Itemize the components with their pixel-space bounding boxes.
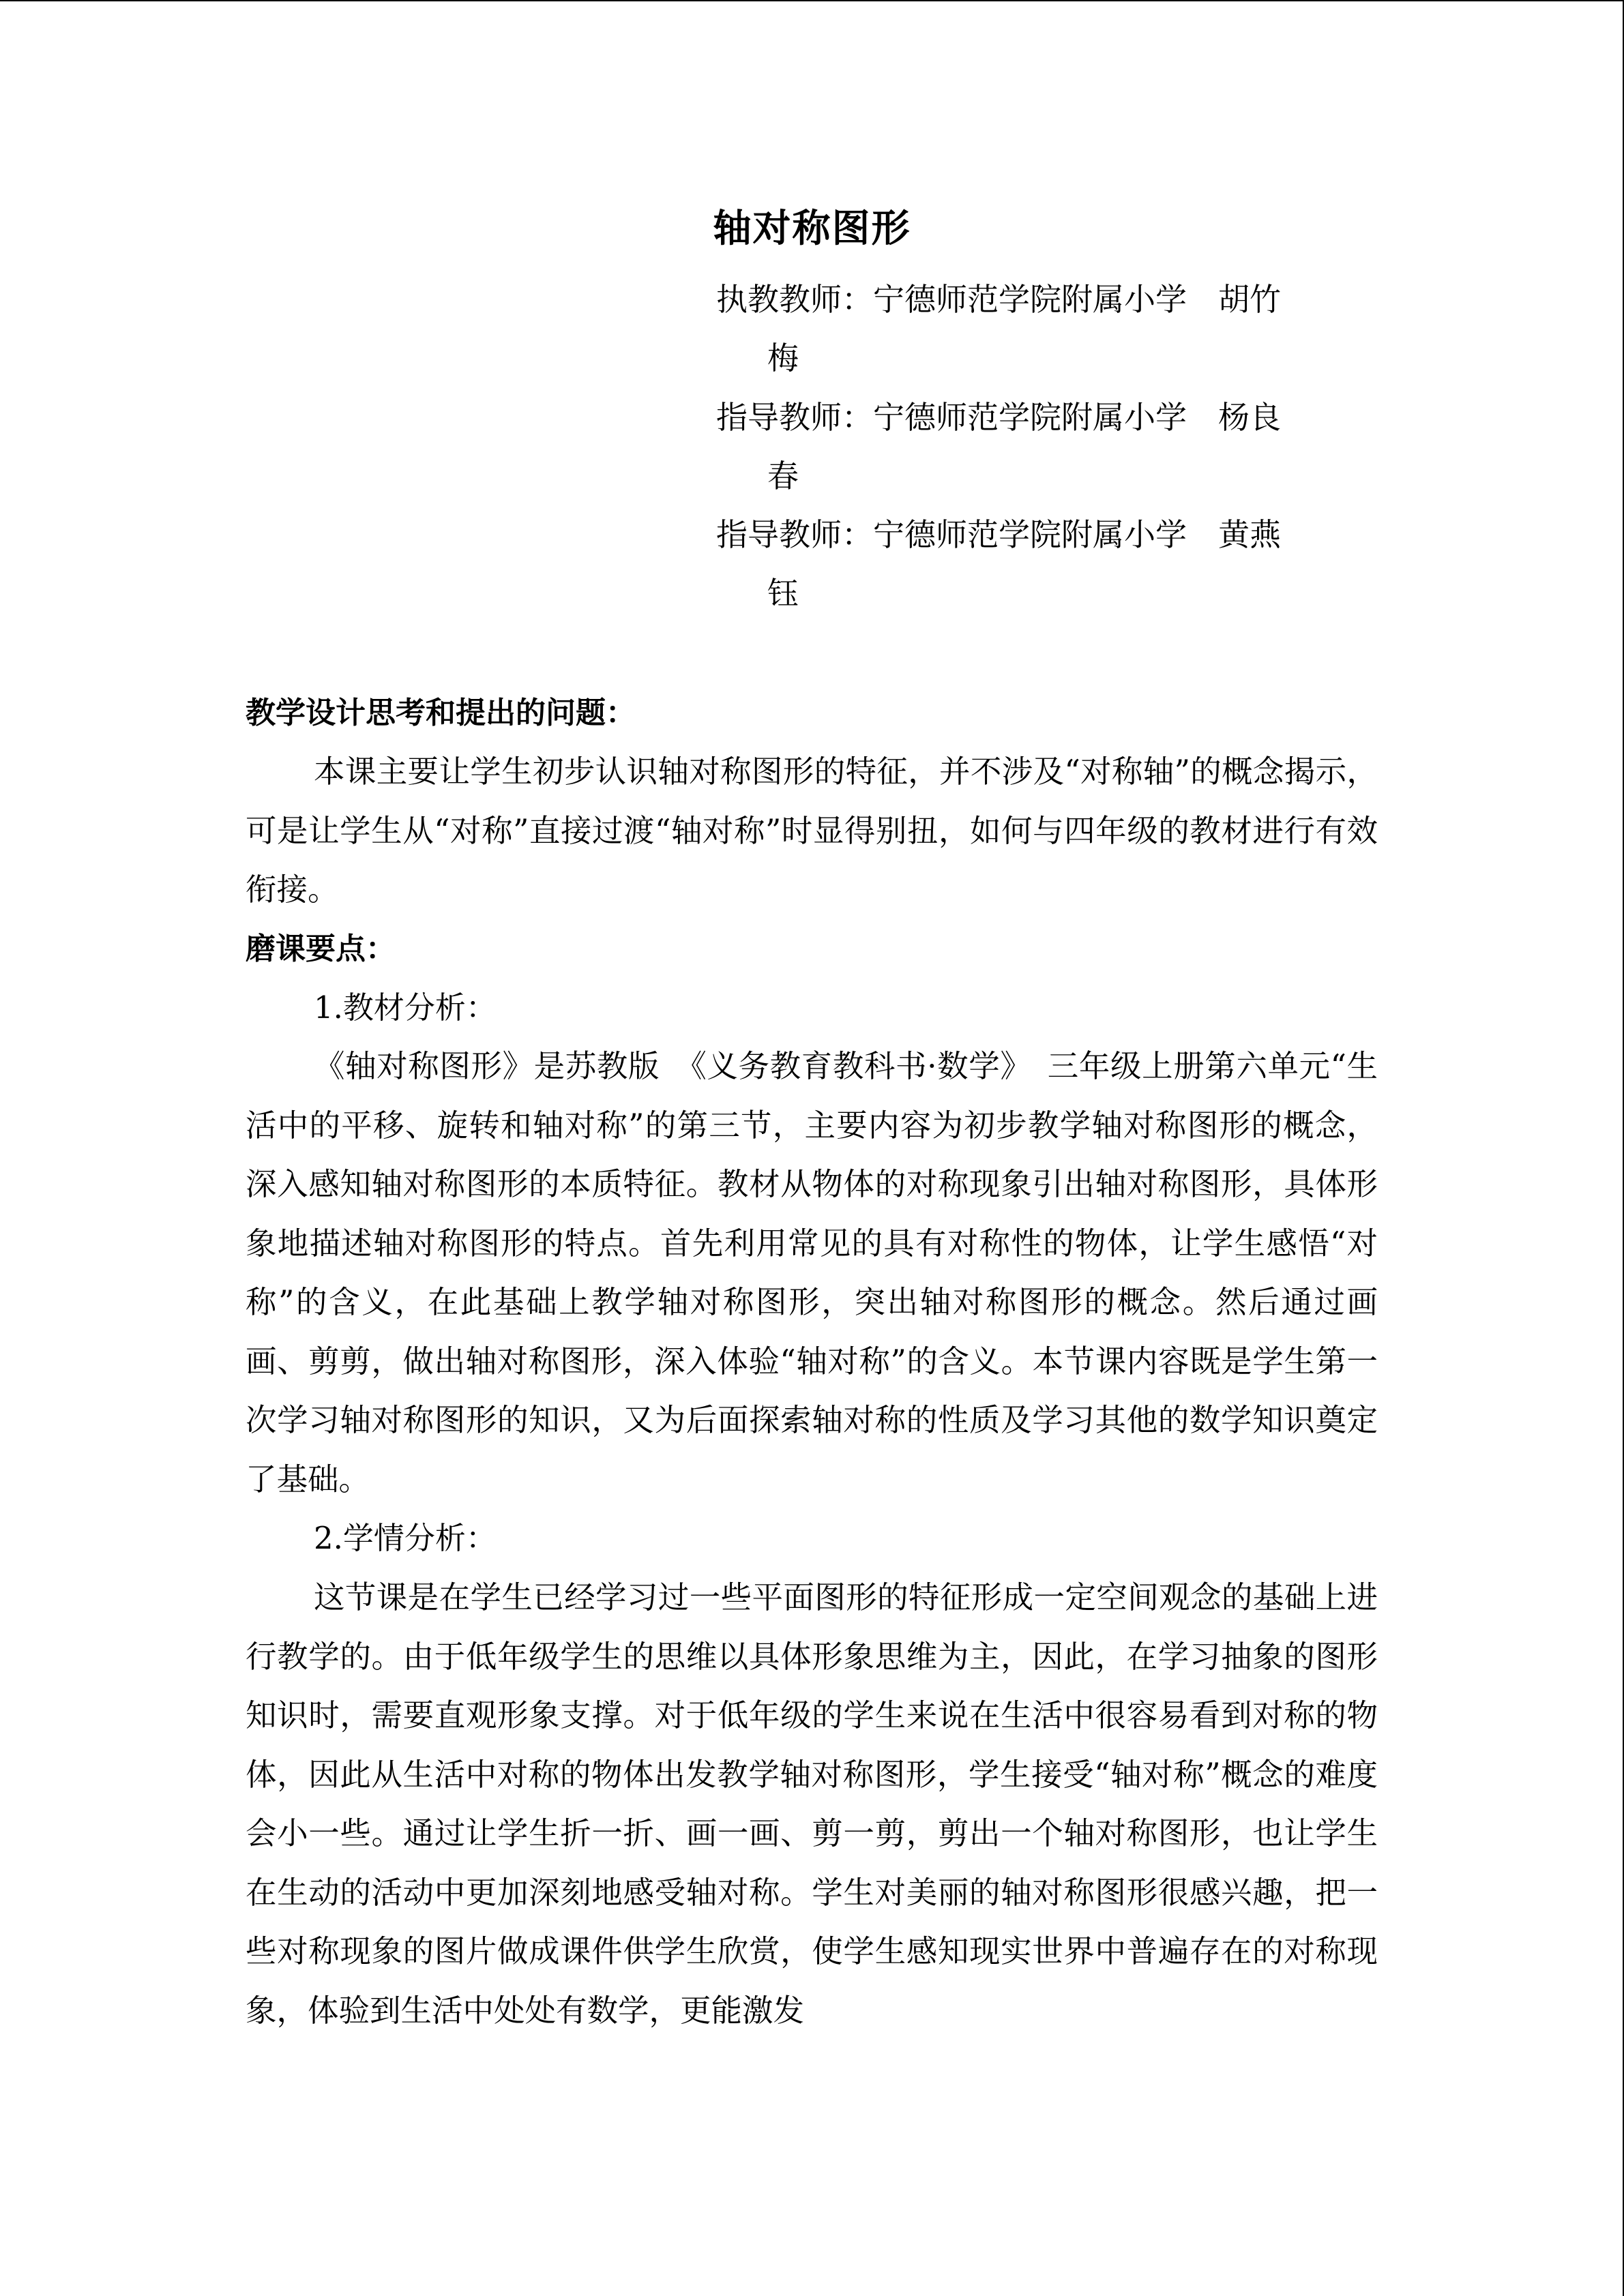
page-border-top (0, 0, 1624, 1)
paragraph-design: 本课主要让学生初步认识轴对称图形的特征，并不涉及“对称轴”的概念揭示，可是让学生从“对称”直接过渡“轴对称”时显得别扭，如何与四年级的教材进行有效衔接。 (246, 754, 1378, 908)
credit-line: 指导教师：宁德师范学院附属小学 黄燕 (716, 516, 1281, 553)
credit-line-cont: 梅 (767, 340, 799, 376)
credit-line-cont: 春 (767, 458, 799, 494)
credit-advisor-2 (716, 505, 1281, 623)
credit-line: 指导教师：宁德师范学院附属小学 杨良 (716, 399, 1281, 436)
paragraph-textbook: 《轴对称图形》是苏教版 《义务教育教科书·数学》 三年级上册第六单元“生活中的平移、旋转和轴对称”的第三节，主要内容为初步教学轴对称图形的概念，深入感知轴对称图形的本质特征。教材从物体的对称现象引出轴对称图形，具体形象地描述轴对称图形的特点。首先利用常见的具有对称性的物体，让学生感悟“对称”的含义，在此基础上教学轴对称图形，突出轴对称图形的概念。然后通过画画、剪剪，做出轴对称图形，深入体验“轴对称”的含义。本节课内容既是学生第一次学习轴对称图形的知识，又为后面探索轴对称的性质及学习其他的数学知识奠定了基础。 (246, 1048, 1378, 1497)
paragraph-students: 这节课是在学生已经学习过一些平面图形的特征形成一定空间观念的基础上进行教学的。由于低年级学生的思维以具体形象思维为主，因此，在学习抽象的图形知识时，需要直观形象支撑。对于低年级的学生来说在生活中很容易看到对称的物体，因此从生活中对称的物体出发教学轴对称图形，学生接受“轴对称”概念的难度会小一些。通过让学生折一折、画一画、剪一剪，剪出一个轴对称图形，也让学生在生动的活动中更加深刻地感受轴对称。学生对美丽的轴对称图形很感兴趣，把一些对称现象的图片做成课件供学生欣赏，使学生感知现实世界中普遍存在的对称现象，体验到生活中处处有数学，更能激发 (246, 1579, 1378, 2029)
credit-line-cont: 钰 (767, 575, 799, 612)
subheading-students: 2.学情分析： (314, 1520, 497, 1556)
section-heading-design: 教学设计思考和提出的问题： (246, 696, 636, 730)
credit-teacher (716, 270, 1281, 387)
credit-line: 执教教师：宁德师范学院附属小学 胡竹 (716, 281, 1281, 318)
document-title: 轴对称图形 (713, 207, 911, 251)
section-heading-points: 磨课要点： (246, 931, 396, 966)
credit-advisor-1 (716, 388, 1281, 505)
subheading-textbook: 1.教材分析： (314, 989, 497, 1026)
